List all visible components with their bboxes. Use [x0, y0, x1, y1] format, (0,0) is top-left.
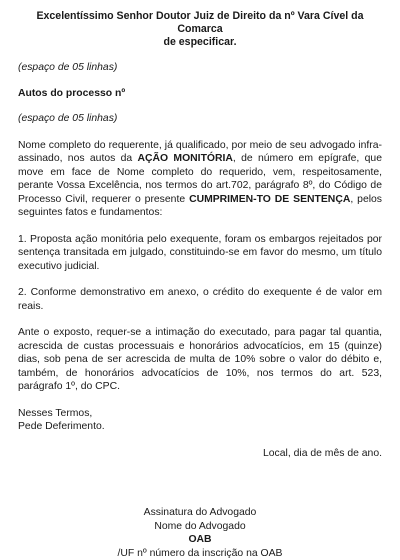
oab-label: OAB	[18, 533, 382, 547]
case-number-label: Autos do processo nº	[18, 87, 382, 101]
place-date: Local, dia de mês de ano.	[18, 447, 382, 461]
heading-line-2: de especificar.	[18, 36, 382, 49]
request-paragraph: Ante o exposto, requer-se a intimação do executado, para pagar tal quantia, acrescida de custas processuais e honorários advocatícios, em 15 (quinze) dias, sob pena de ser acrescida de multa de 10% sobre o valor do débito e, também, de honorários advocatícios de 10%, nos termos do art. 523, parágrafo 1º, do CPC.	[18, 326, 382, 394]
closing-line-2: Pede Deferimento.	[18, 420, 382, 434]
spacing-note-2: (espaço de 05 linhas)	[18, 112, 382, 126]
opening-text-3: , pelos seguintes fatos e fundamentos:	[18, 194, 382, 219]
fact-item-2: 2. Conforme demonstrativo em anexo, o crédito do exequente é de valor em reais.	[18, 286, 382, 313]
heading-line-1: Excelentíssimo Senhor Doutor Juiz de Direito da nº Vara Cível da Comarca	[18, 10, 382, 36]
document-heading	[18, 10, 382, 49]
oab-registration	[18, 533, 382, 560]
spacing-note-1: (espaço de 05 linhas)	[18, 61, 382, 75]
closing-line-1: Nesses Termos,	[18, 407, 382, 421]
fact-item-1: 1. Proposta ação monitória pelo exequente, foram os embargos rejeitados por sentença transitada em julgado, constituindo-se em favor do mesmo, um título executivo judicial.	[18, 233, 382, 274]
signature-block	[18, 506, 382, 560]
request-type: CUMPRIMEN-TO DE SENTENÇA	[189, 194, 350, 205]
action-type: AÇÃO MONITÓRIA	[138, 153, 233, 164]
lawyer-name: Nome do Advogado	[18, 520, 382, 534]
opening-text-2: , de número em epígrafe, que move em face de Nome completo do requerido, vem, respeitosamente, perante Vossa Excelência, nos termos do art.702, parágrafo 8º, do Código de Processo Civil, requerer o presente	[18, 153, 382, 205]
opening-paragraph	[18, 139, 382, 220]
oab-detail: /UF nº número da inscrição na OAB	[18, 547, 382, 560]
opening-text-1: Nome completo do requerente, já qualificado, por meio de seu advogado infra-assinado, nos autos da	[18, 140, 382, 165]
signature-line: Assinatura do Advogado	[18, 506, 382, 520]
